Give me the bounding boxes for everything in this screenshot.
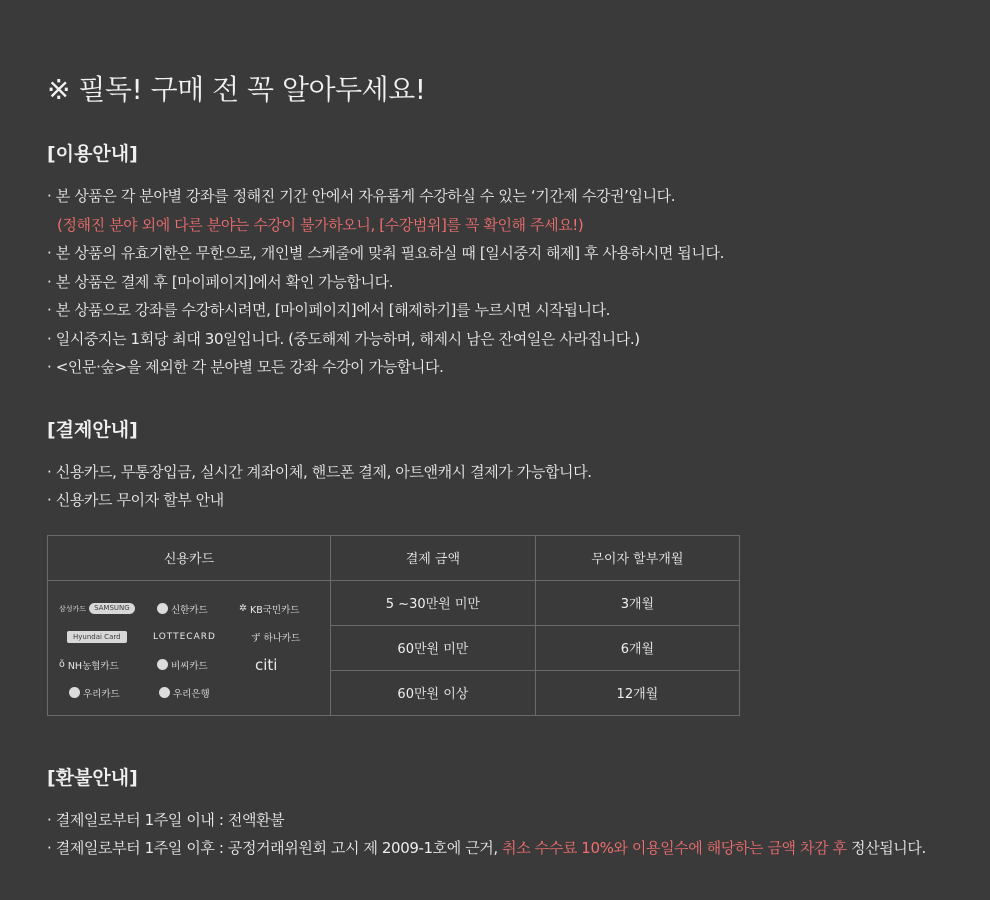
bc-card-logo: 비씨카드 bbox=[145, 655, 239, 675]
months-cell: 12개월 bbox=[535, 670, 739, 715]
page-title: ※ 필독! 구매 전 꼭 알아두세요! bbox=[47, 73, 426, 106]
refund-list bbox=[47, 806, 990, 863]
hana-card-logo: ず 하나카드 bbox=[239, 627, 329, 647]
usage-item-5: · 일시중지는 1회당 최대 30일입니다. (중도해제 가능하며, 해제시 남은 잔여일은 사라집니다.) bbox=[47, 329, 640, 348]
samsung-card-logo: 삼성카드 SAMSUNG bbox=[59, 599, 145, 619]
payment-item-1: · 신용카드, 무통장입금, 실시간 계좌이체, 핸드폰 결제, 아트앤캐시 결제가 가능합니다. bbox=[47, 462, 592, 481]
shinhan-logo-icon bbox=[157, 603, 168, 614]
usage-item-1: · 본 상품은 각 분야별 강좌를 정해진 기간 안에서 자유롭게 수강하실 수 있는 ‘기간제 수강권’입니다. bbox=[47, 187, 676, 205]
woori-card-logo: 우리카드 bbox=[59, 683, 145, 703]
header-months: 무이자 할부개월 bbox=[535, 535, 739, 580]
woori-bank-logo: 우리은행 bbox=[145, 683, 239, 703]
usage-item-4: · 본 상품으로 강좌를 수강하시려면, [마이페이지]에서 [해제하기]를 누르시면 시작됩니다. bbox=[47, 301, 611, 319]
payment-list bbox=[47, 458, 990, 515]
header-amount: 결제 금액 bbox=[331, 535, 536, 580]
lotte-card-logo: LOTTECARD bbox=[153, 631, 216, 642]
refund-fee-highlight: 취소 수수료 10%와 이용일수에 해당하는 금액 차감 후 bbox=[502, 839, 847, 857]
usage-item-2: · 본 상품의 유효기한은 무한으로, 개인별 스케줄에 맞춰 필요하실 때 [일시중지 해제] 후 사용하시면 됩니다. bbox=[47, 244, 724, 262]
woori-bank-icon bbox=[159, 687, 170, 698]
shinhan-card-logo: 신한카드 bbox=[145, 599, 239, 619]
usage-item-3: · 본 상품은 결제 후 [마이페이지]에서 확인 가능합니다. bbox=[47, 272, 394, 291]
citi-card-logo: citi bbox=[255, 655, 278, 674]
amount-cell: 60만원 미만 bbox=[331, 625, 536, 670]
card-logos-cell bbox=[48, 580, 331, 715]
hana-logo-icon: ず bbox=[251, 632, 261, 644]
usage-item-1-note: (정해진 분야 외에 다른 분야는 수강이 불가하오니, [수강범위]를 꼭 확인해 주세요!) bbox=[57, 215, 584, 234]
header-card: 신용카드 bbox=[48, 535, 331, 580]
nh-card-logo: ŏ NH농협카드 bbox=[59, 659, 119, 672]
samsung-logo-icon: SAMSUNG bbox=[89, 603, 135, 614]
refund-item-1: · 결제일로부터 1주일 이내 : 전액환불 bbox=[47, 810, 285, 829]
card-logo-grid bbox=[49, 593, 329, 703]
payment-heading: [결제안내] bbox=[47, 418, 138, 441]
refund-heading: [환불안내] bbox=[47, 766, 138, 789]
kb-card-logo: ✲ KB국민카드 bbox=[239, 603, 300, 616]
kb-logo-icon: ✲ bbox=[239, 603, 247, 614]
amount-cell: 5 ~30만원 미만 bbox=[331, 580, 536, 625]
usage-heading: [이용안내] bbox=[47, 143, 138, 165]
woori-card-icon bbox=[69, 687, 80, 698]
refund-item-2: · 결제일로부터 1주일 이후 : 공정거래위원회 고시 제 2009-1호에 근거, 취소 수수료 10%와 이용일수에 해당하는 금액 차감 후 정산됩니다. bbox=[47, 839, 926, 857]
table-header-row bbox=[48, 535, 740, 580]
installment-table bbox=[47, 535, 740, 716]
usage-list bbox=[47, 182, 990, 382]
bc-logo-icon bbox=[157, 659, 168, 670]
usage-item-6: · <인문·숲>을 제외한 각 분야별 모든 강좌 수강이 가능합니다. bbox=[47, 358, 444, 376]
hyundai-card-logo: Hyundai Card bbox=[59, 627, 145, 647]
table-row bbox=[48, 580, 740, 625]
months-cell: 6개월 bbox=[535, 625, 739, 670]
months-cell: 3개월 bbox=[535, 580, 739, 625]
nh-logo-icon: ŏ bbox=[59, 659, 65, 670]
amount-cell: 60만원 이상 bbox=[331, 670, 536, 715]
payment-item-2: · 신용카드 무이자 할부 안내 bbox=[47, 491, 224, 509]
